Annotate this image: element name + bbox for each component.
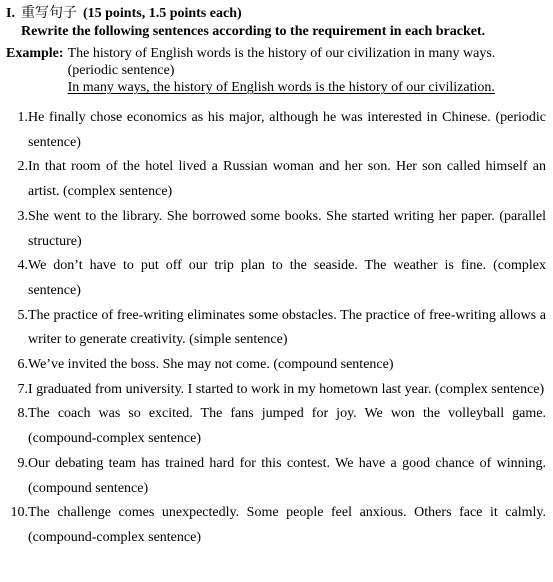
- exercise-text: He finally chose economics as his major, although he was interested in Chinese. (periodic sentence): [28, 110, 546, 150]
- section-title-cn: 重写句子: [20, 6, 77, 21]
- exercise-number: 1.: [17, 110, 28, 125]
- exercise-text: Our debating team has trained hard for this contest. We have a good chance of winning. (compound sentence): [28, 455, 546, 496]
- exercise-text: She went to the library. She borrowed some books. She started writing her paper. (parallel structure): [28, 208, 546, 249]
- exercise-item: [6, 353, 548, 378]
- exercise-text: The coach was so excited. The fans jumped for joy. We won the volleyball game. (compound-complex sentence): [28, 406, 546, 447]
- exercise-text: The challenge comes unexpectedly. Some people feel anxious. Others face it calmly. (compound-complex sentence): [28, 505, 546, 545]
- exercise-item: [6, 106, 548, 155]
- exercise-number: 2.: [17, 159, 28, 175]
- exercise-item: [6, 452, 548, 501]
- example-sentence: The history of English words is the history of our civilization in many ways.: [67, 46, 496, 61]
- example-requirement: (periodic sentence): [67, 63, 175, 78]
- exercise-number: 10.: [10, 505, 28, 521]
- exercise-number: 6.: [17, 357, 28, 373]
- exercise-number: 5.: [17, 307, 28, 323]
- exercise-text: I graduated from university. I started to work in my hometown last year. (complex sentence): [28, 381, 545, 397]
- exercise-item: [6, 501, 548, 550]
- example-body: [64, 45, 496, 96]
- example-block: [6, 45, 548, 96]
- section-number: I.: [6, 6, 15, 21]
- exercise-text: The practice of free-writing eliminates some obstacles. The practice of free-writing allows a writer to generate creativity. (simple sentence): [28, 307, 546, 348]
- exercise-item: [6, 378, 548, 403]
- exercise-item: [6, 254, 548, 303]
- example-label: Example:: [6, 46, 64, 61]
- exercise-item: [6, 304, 548, 353]
- exercise-list: [6, 106, 548, 551]
- section-heading: [6, 5, 548, 23]
- exercise-item: [6, 402, 548, 451]
- exercise-number: 4.: [17, 258, 28, 274]
- exercise-number: 3.: [17, 208, 28, 224]
- exercise-text: We don’t have to put off our trip plan to the seaside. The weather is fine. (complex sentence): [28, 258, 546, 298]
- example-answer: In many ways, the history of English words is the history of our civilization.: [67, 80, 495, 95]
- section-instruction: Rewrite the following sentences according to the requirement in each bracket.: [21, 24, 486, 39]
- exercise-number: 7.: [17, 381, 28, 397]
- exercise-text: In that room of the hotel lived a Russian woman and her son. Her son called himself an artist. (complex sentence): [28, 159, 546, 200]
- section-points: (15 points, 1.5 points each): [82, 6, 242, 21]
- exercise-item: [6, 205, 548, 254]
- exercise-number: 9.: [17, 455, 28, 471]
- exercise-text: We’ve invited the boss. She may not come. (compound sentence): [28, 357, 394, 373]
- exercise-number: 8.: [17, 406, 28, 422]
- exercise-item: [6, 155, 548, 204]
